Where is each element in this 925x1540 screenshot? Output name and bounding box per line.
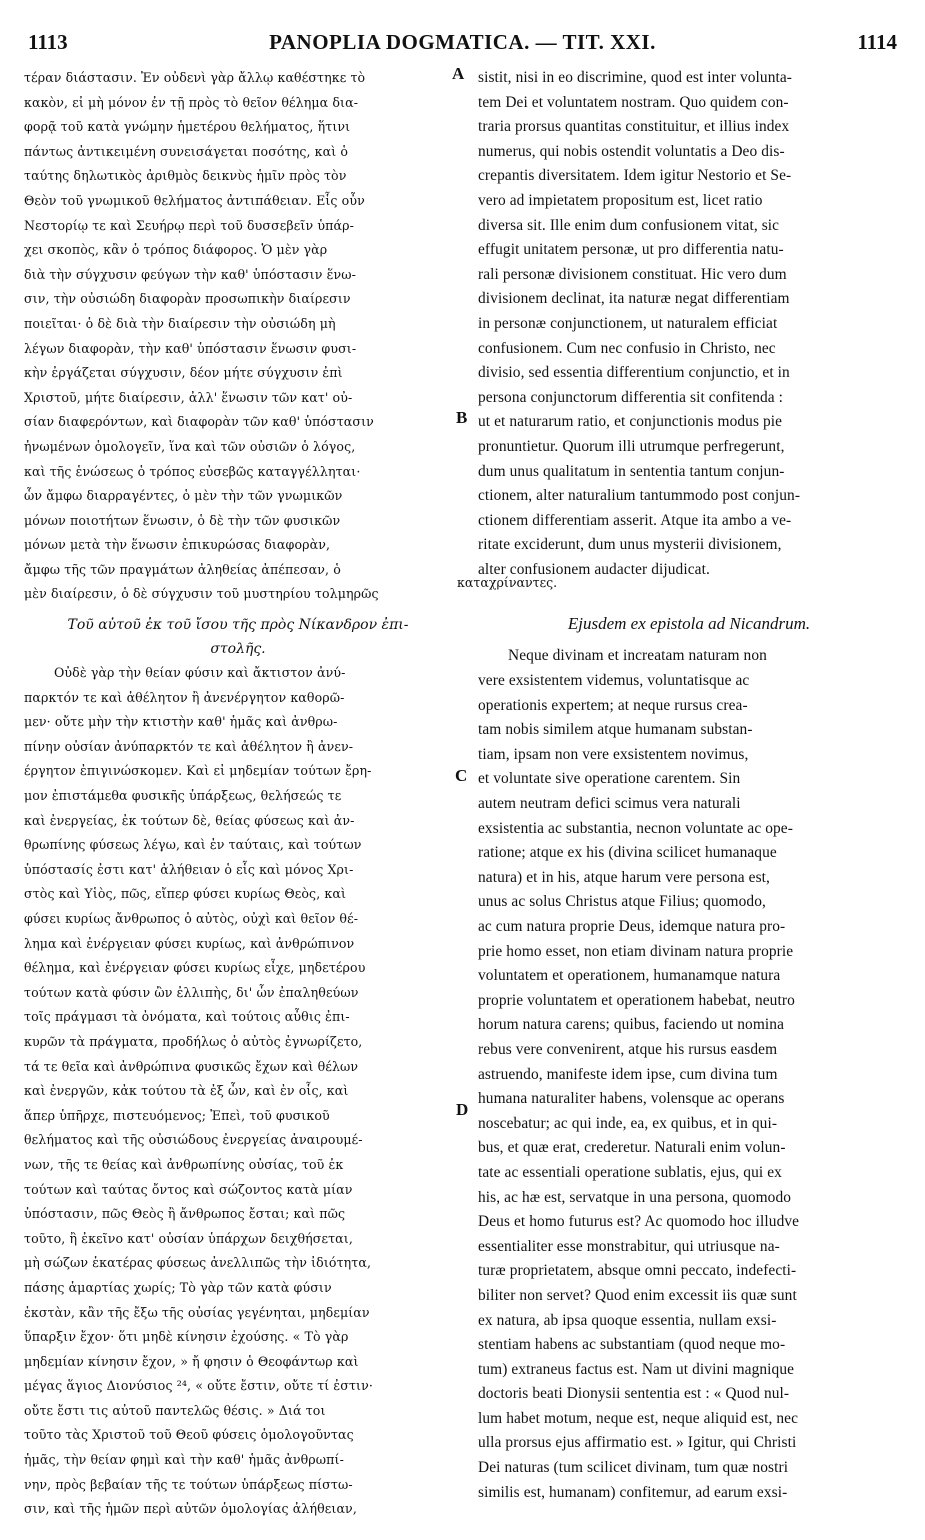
text-line: Neque divinam et increatam naturam non [508,647,767,665]
text-line: turæ proprietatem, absque omni peccato, indefecti- [478,1262,797,1280]
text-line: μον ἐπιστάμεθα φυσικῆς ὑπάρξεως, θελήσεώς τε [24,788,342,804]
text-line: proprie voluntatem et operationem habebat, neutro [478,991,795,1009]
text-line: numerus, qui nobis ostendit voluntatis a Deo dis- [478,142,785,160]
text-line: astruendo, manifeste idem ipse, cum divina tum [478,1065,778,1083]
text-line: traria prorsus quantitas constituitur, et illius index [478,118,790,136]
text-line: noscebatur; ac qui inde, ea, ex quibus, et in qui- [478,1114,778,1132]
text-line: λημα καὶ ἐνέργειαν φύσει κυρίως, καὶ ἀνθρώπινον [24,935,355,951]
text-line: φορᾷ τοῦ κατὰ γνώμην ἡμετέρου θελήματος, ἥτινι [24,119,351,135]
text-line: νην, πρὸς βεβαίαν τῆς τε τούτων ὑπάρξεως πίστω- [24,1476,353,1492]
text-line: Θεὸν τοῦ γνωμικοῦ θελήματος ἀντιπάθειαν. Εἷς οὖν [24,192,365,208]
text-line: natura) et in his, atque harum vere persona est, [478,868,770,886]
text-line: Deus et homo futurus est? Ac quomodo hoc illudve [478,1213,800,1231]
text-line: μὲν διαίρεσιν, ὁ δὲ σύγχυσιν τοῦ μυστηρίου τολμηρῶς [24,586,379,602]
text-line: tum) extraneus factus est. Nam ut divini magnique [478,1360,795,1378]
text-line: pronuntietur. Quorum illi utrumque perfregerunt, [478,437,785,455]
text-line: ἄμφω τῆς τῶν πραγμάτων ἀληθείας ἀπέπεσαν, ὁ [24,561,341,577]
text-line: stentiam habens ac substantiam (quod neque mo- [478,1336,786,1354]
text-line: ταύτης δηλωτικὸς ἀριθμὸς δεικνὺς ἡμῖν πρὸς τὸν [24,168,347,184]
text-line: σιν, καὶ τῆς ἡμῶν περὶ αὐτῶν ὁμολογίας ἀλήθειαν, [24,1501,357,1517]
text-line: πάντως ἀντικειμένη συνεισάγεται ποσότης, καὶ ὁ [24,143,349,159]
margin-marker-b: B [456,408,468,427]
text-line: τοῦτο, ἢ ἐκεῖνο κατ' οὐσίαν ὑπάρχων δειχθήσεται, [24,1230,353,1246]
text-line: τούτων κατὰ φύσιν ὢν ἐλλιπὴς, δι' ὧν ἐπαληθεύων [24,984,359,1000]
text-line: biliter non servet? Quod enim excessit iis quæ sunt [478,1286,797,1304]
text-line: ctionem differentiam asserit. Atque ita ambo a ve- [478,511,792,529]
text-line: κυρῶν τὰ πράγματα, προδήλως ὁ αὐτὸς ἐγνωρίζετο, [24,1033,363,1049]
text-line: μόνων ποιοτήτων ἕνωσιν, ὁ δὲ τὴν τῶν φυσικῶν [24,512,341,528]
section-title-latin: Ejusdem ex epistola ad Nicandrum. [567,614,811,634]
text-line: καὶ ἐνεργείας, ἐκ τούτων δὲ, θείας φύσεως καὶ ἀν- [24,812,355,828]
text-line: στὸς καὶ Υἱὸς, πῶς, εἴπερ φύσει κυρίως Θεὸς, καὶ [24,886,347,902]
text-line: similis est, humanam) confitemur, ad earum exsi- [478,1483,788,1501]
text-line: τοῖς πράγμασι τὰ ὀνόματα, καὶ τούτοις αὖθις ἐπι- [24,1009,350,1025]
text-line: ulla prorsus ejus affirmatio est. » Igitur, qui Christi [478,1434,797,1452]
text-line: bus, et quæ erat, crederetur. Naturali enim volun- [478,1139,786,1157]
text-line: λέγων διαφορὰν, τὴν καθ' ὑπόστασιν ἕνωσιν φυσι- [24,340,357,356]
latin-paragraph [478,644,900,1505]
text-line: effugit unitatem personæ, ut pro differentia natu- [478,241,784,259]
margin-marker-d: D [456,1100,469,1119]
text-line: ex natura, ab ipsa quoque essentia, nullam exsi- [478,1311,777,1329]
text-line: essentialiter esse monstrabitur, qui utriusque na- [478,1237,780,1255]
text-line: tiam, ipsam non vere exsistentem novimus, [478,745,749,763]
text-line: φύσει κυρίως ἄνθρωπος ὁ αὐτὸς, οὐχὶ καὶ θεῖον θέ- [24,911,359,926]
text-line: prie homo esset, non etiam divinam natura proprie [478,942,794,960]
text-line: καὶ τῆς ἑνώσεως ὁ τρόπος εὐσεβῶς καταγγέλληται· [24,463,361,479]
latin-column [478,66,900,1505]
text-line: Dei naturas (tum scilicet divinam, tum quæ nostri [478,1459,789,1477]
text-line: crepantis diversitatem. Idem igitur Nestorio et Se- [478,167,792,185]
text-line: θελήματος καὶ τῆς οὐσιώδους ἐνεργείας ἀναιρουμέ- [24,1132,363,1148]
text-line: in personæ conjunctionem, ut naturalem efficiat [478,314,778,332]
text-line: σίαν διαφερόντων, καὶ διαφορὰν τῶν καθ' ὑπόστασιν [24,414,374,430]
text-line: unus ac solus Christus atque Filius; quomodo, [478,893,766,911]
text-line: διὰ τὴν σύγχυσιν φεύγων τὴν καθ' ὑπόστασιν ἕνω- [24,266,356,282]
text-line: persona conjunctorum differentia sit confitenda : [478,388,784,406]
text-line: τοῦτο τὰς Χριστοῦ τοῦ Θεοῦ φύσεις ὁμολογοῦντας [24,1427,354,1443]
text-line: κὴν ἐργάζεται σύγχυσιν, δέον μήτε σύγχυσιν ἐπὶ [24,365,343,381]
text-line: doctoris beati Dionysii sententia est : « Quod nul- [478,1385,790,1403]
text-line: πάσης ἁμαρτίας χωρίς; Τὸ γὰρ τῶν κατὰ φύσιν [24,1279,332,1295]
text-line: ὧν ἄμφω διαρραγέντες, ὁ μὲν τὴν τῶν γνωμικῶν [24,488,343,504]
text-line: τά τε θεῖα καὶ ἀνθρώπινα φυσικῶς ἔχων καὶ θέλων [24,1058,359,1074]
text-line: vero ad impietatem propositum est, licet ratio [478,191,763,209]
page-header [28,30,897,60]
text-line: diversa sit. Ille enim dum confusionem vitat, sic [478,216,780,234]
text-line: νων, τῆς τε θείας καὶ ἀνθρωπίνης οὐσίας, τοῦ ἐκ [24,1156,344,1172]
text-line: his, ac hæ est, servatque in una persona, quomodo [478,1188,792,1206]
text-line: μηδεμίαν κίνησιν ἔχον, » ἤ φησιν ὁ Θεοφάντωρ καὶ [24,1353,359,1369]
text-line: τούτων καὶ ταύτας ὄντος καὶ σώζοντος κατὰ μίαν [24,1181,353,1197]
text-line: vere exsistentem videmus, voluntatisque ac [478,672,750,690]
text-line: ὑπόστασίς ἐστι κατ' ἀλήθειαν ὁ εἷς καὶ μόνος Χρι- [24,861,354,877]
text-line: κακὸν, εἰ μὴ μόνον ἐν τῇ πρὸς τὸ θεῖον θέλημα δια- [24,94,359,110]
text-line: μὴ σώζων ἑκατέρας φύσεως ἀνελλιπῶς τὴν ἰδιότητα, [24,1255,372,1271]
text-line: πίνην οὐσίαν ἀνύπαρκτόν τε καὶ ἀθέλητον ἢ ἀνεν- [24,738,354,754]
text-line: Νεστορίῳ τε καὶ Σευήρῳ περὶ τοῦ δυσσεβεῖν ὑπάρ- [24,217,354,233]
text-line: ctionem, alter naturalium tantummodo post conjun- [478,487,801,505]
page-number-right: 1114 [857,30,897,54]
text-line: autem neutram defici scimus vera naturali [478,795,741,813]
text-line: θέλημα, καὶ ἐνέργειαν φύσει κυρίως εἶχε, μηδετέρου [24,960,366,976]
text-line: divisio, sed essentia differentium conjunctio, et in [478,364,790,382]
text-line: Οὐδὲ γὰρ τὴν θείαν φύσιν καὶ ἄκτιστον ἀνύ- [54,665,346,681]
text-line: ratione; atque ex his (divina scilicet humanaque [478,844,777,862]
text-line: tam nobis similem atque humanam substan- [478,721,753,739]
text-line: ἐκστὰν, κἂν τῆς ἔξω τῆς οὐσίας γεγένηται, μηδεμίαν [24,1304,370,1320]
page-number-left: 1113 [28,30,68,54]
text-line: sistit, nisi in eo discrimine, quod est inter volunta- [478,69,793,86]
text-line: divisionem declinat, ita naturæ negat differentiam [478,290,790,308]
text-line: μεν· οὔτε μὴν τὴν κτιστὴν καθ' ἡμᾶς καὶ ἀνθρω- [24,714,338,730]
text-line: ritate exciderunt, dum unus mysterii divisionem, [478,536,782,554]
text-line: σιν, τὴν οὐσιώδη διαφορὰν προσωπικὴν διαίρεσιν [24,291,351,307]
text-line: οὔτε ἔστι τις αὐτοῦ παντελῶς θέσις. » Διά τοι [24,1402,326,1418]
text-line: lum habet motum, neque est, neque aliquid est, nec [478,1409,798,1427]
text-line: tem Dei et voluntatem nostram. Quo quidem con- [478,93,789,111]
text-line: παρκτόν τε καὶ ἀθέλητον ἢ ἀνενέργητον καθορῶ- [24,689,345,705]
text-line: humana naturaliter habens, volensque ac operans [478,1090,785,1108]
text-line: μόνων μετὰ τὴν ἕνωσιν ἐπικυρώσας διαφορὰν, [24,537,331,553]
text-line: μέγας ἅγιος Διονύσιος ²⁴, « οὔτε ἔστιν, οὔτε τί ἐστιν· [24,1378,373,1394]
greek-column [24,66,452,1522]
text-line: ac cum natura proprie Deus, idemque natura pro- [478,918,786,935]
margin-marker-a: A [452,64,465,83]
text-line: ἅπερ ὑπῆρχε, πιστευόμενος; Ἐπεὶ, τοῦ φυσικοῦ [24,1107,330,1123]
text-line: ἡνωμένων ὁμολογεῖν, ἵνα καὶ τῶν οὐσιῶν ὁ λόγος, [24,438,356,454]
text-line: alter confusionem audacter dijudicat. [478,560,710,578]
greek-spill-word: καταχρίναντες. [457,575,558,590]
text-line: tate ac essentiali operatione sublatis, ejus, qui ex [478,1163,782,1181]
text-line: θρωπίνης φύσεως λέγω, καὶ ἐν ταύταις, καὶ τούτων [24,837,362,853]
running-title: PANOPLIA DOGMATICA. — TIT. XXI. [269,30,656,54]
margin-marker-c: C [455,766,468,785]
greek-paragraph [24,661,452,1522]
text-line: exsistentia ac substantia, necnon voluntate ac ope- [478,819,793,837]
text-line: ὑπόστασιν, πῶς Θεὸς ἢ ἄνθρωπος ἔσται; καὶ πῶς [24,1206,346,1222]
text-line: χει σκοπὸς, κἂν ὁ τρόπος διάφορος. Ὁ μὲν γὰρ [24,242,328,258]
text-line: ut et naturarum ratio, et conjunctionis modus pie [478,413,783,431]
text-line: horum natura carens; quibus, faciendo ut nomina [478,1016,785,1034]
text-line: rebus vere convenirent, atque his rursus easdem [478,1040,778,1058]
text-line: dum unus qualitatum in sententia tantum conjun- [478,462,785,480]
text-line: έργητον ἐπιγινώσκομεν. Καὶ εἰ μηδεμίαν τούτων ἔρη- [24,763,372,779]
text-line: et voluntate sive operatione carentem. Sin [478,770,741,788]
text-line: confusionem. Cum nec confusio in Christo, nec [478,339,776,357]
section-title-greek: Τοῦ αὐτοῦ ἐκ τοῦ ἴσου τῆς πρὸς Νίκανδρον ἐπι- [67,617,409,634]
text-line: voluntatem et operationem, humanamque natura [478,967,781,985]
text-line: operationis expertem; at neque rursus crea- [478,696,748,714]
text-line: ποιεῖται· ὁ δὲ διὰ τὴν διαίρεσιν τὴν οὐσιώδη μὴ [24,315,336,331]
text-line: Χριστοῦ, μήτε διαίρεσιν, ἀλλ' ἕνωσιν τῶν κατ' οὐ- [24,389,353,405]
text-line: rali personæ divisionem constituat. Hic vero dum [478,265,787,283]
section-title-greek-cont: στολῆς. [210,641,266,658]
text-line: ὕπαρξιν ἔχον· ὅτι μηδὲ κίνησιν ἐχούσης. « Τὸ γὰρ [24,1329,349,1345]
text-line: τέραν διάστασιν. Ἐν οὐδενὶ γὰρ ἄλλῳ καθέστηκε τὸ [24,70,366,85]
text-line: καὶ ἐνεργῶν, κἀκ τούτου τὰ ἐξ ὧν, καὶ ἐν οἷς, καὶ [24,1083,349,1099]
text-line: ἡμᾶς, τὴν θείαν φημὶ καὶ τὴν καθ' ἡμᾶς ἀνθρωπί- [24,1452,344,1468]
